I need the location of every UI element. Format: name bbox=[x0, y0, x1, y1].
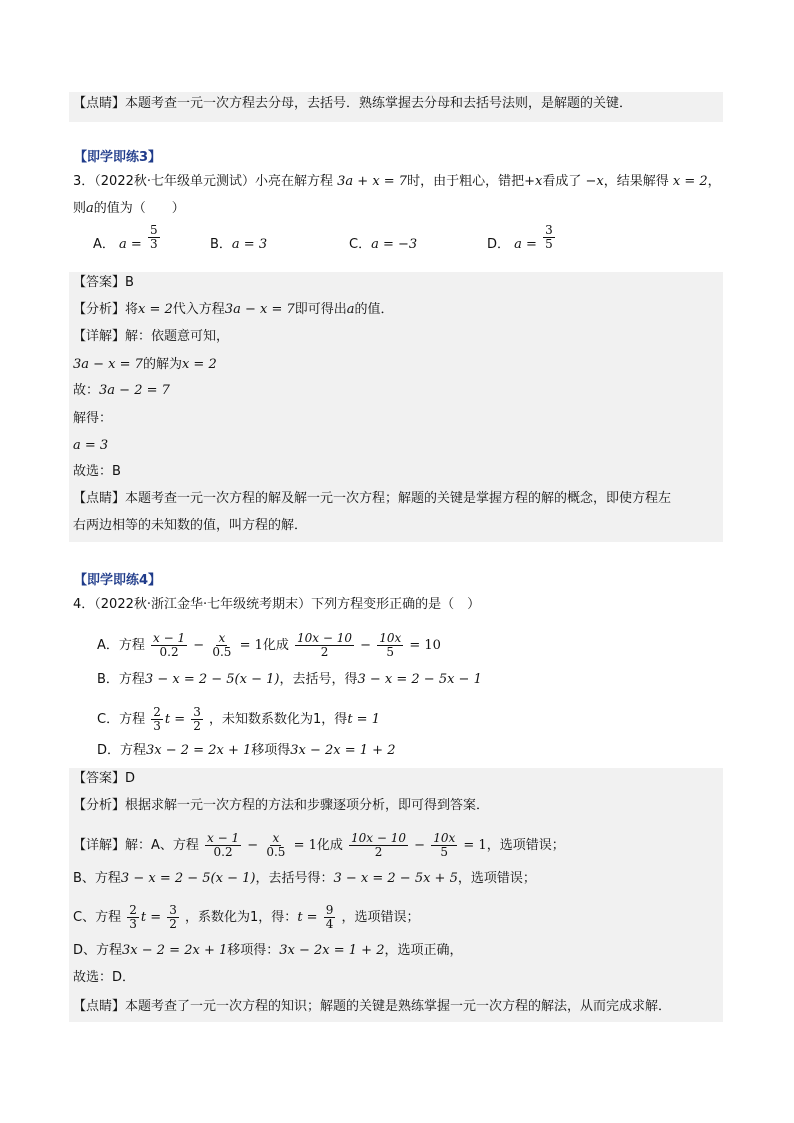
comment-4: 【点睛】本题考查了一元一次方程的知识；解题的关键是熟练掌握一元一次方程的解法，从而完成求解． bbox=[73, 999, 672, 1014]
detail-3-choice: 故选：B bbox=[73, 464, 121, 479]
question-3-line1: 3．（2022秋·七年级单元测试）小亮在解方程 3a + x = 7时，由于粗心，错把+x看成了 −x，结果解得 x = 2， bbox=[73, 174, 721, 189]
detail-3-step1: 3a − x = 7的解为x = 2 bbox=[73, 357, 217, 372]
question-3-line2: 则a的值为（ ） bbox=[73, 201, 185, 216]
detail-3-step2: 故：3a − 2 = 7 bbox=[73, 383, 170, 398]
option-3c[interactable]: C．a = −3 bbox=[349, 237, 418, 252]
option-3b[interactable]: B．a = 3 bbox=[210, 237, 268, 252]
option-3d[interactable]: D． a = $\frac{3}{5}$ bbox=[487, 223, 553, 252]
detail-4-b: B、方程3 − x = 2 − 5(x − 1)，去括号得：3 − x = 2 − 5x + 5，选项错误； bbox=[73, 871, 536, 886]
option-3a[interactable]: A． a = $\frac{5}{3}$ bbox=[93, 223, 158, 252]
answer-3: 【答案】B bbox=[73, 275, 134, 290]
question-4: 4．（2022秋·浙江金华·七年级统考期末）下列方程变形正确的是（ ） bbox=[73, 597, 481, 612]
detail-3-result: a = 3 bbox=[73, 438, 109, 453]
top-comment: 【点睛】本题考查一元一次方程去分母，去括号．熟练掌握去分母和去括号法则，是解题的关键． bbox=[73, 96, 633, 111]
detail-4-c: C、方程 $\frac{2}{3}$ t = $\frac{3}{2}$ ，系数化为1，得：t = $\frac{9}{4}$ ，选项错误； bbox=[73, 903, 420, 931]
detail-3-step3: 解得： bbox=[73, 411, 113, 426]
option-4d[interactable]: D．方程3x − 2 = 2x + 1移项得3x − 2x = 1 + 2 bbox=[97, 743, 396, 758]
analysis-3: 【分析】将x = 2代入方程3a − x = 7即可得出a的值． bbox=[73, 302, 394, 317]
detail-4-d: D、方程3x − 2 = 2x + 1移项得：3x − 2x = 1 + 2，选项正确， bbox=[73, 943, 463, 958]
answer-4: 【答案】D bbox=[73, 771, 136, 786]
detail-4-a: 【详解】解：A、方程 $\frac{x - 1}{0.2}$ − $\frac{x}{0.5}$ = 1化成 $\frac{10x - 10}{2}$ − $\frac{10x}{5}$ = 1，选项错误； bbox=[73, 831, 565, 859]
comment-3-line1: 【点睛】本题考查一元一次方程的解及解一元一次方程；解题的关键是掌握方程的解的概念，即使方程左 bbox=[73, 491, 672, 506]
section-title-3: 【即学即练3】 bbox=[74, 150, 162, 165]
comment-3-line2: 右两边相等的未知数的值，叫方程的解． bbox=[73, 518, 308, 533]
analysis-4: 【分析】根据求解一元一次方程的方法和步骤逐项分析，即可得到答案． bbox=[73, 798, 490, 813]
option-4c[interactable]: C．方程 $\frac{2}{3}$ t = $\frac{3}{2}$ ，未知数系数化为1，得t = 1 bbox=[97, 705, 380, 733]
option-4b[interactable]: B．方程3 − x = 2 − 5(x − 1)，去括号，得3 − x = 2 − 5x − 1 bbox=[97, 672, 482, 687]
detail-4-choice: 故选：D． bbox=[73, 970, 136, 985]
section-title-4: 【即学即练4】 bbox=[74, 573, 162, 588]
option-4a[interactable]: A．方程 $\frac{x - 1}{0.2}$ − $\frac{x}{0.5}$ = 1化成 $\frac{10x - 10}{2}$ − $\frac{10x}{5}$ = 10 bbox=[97, 631, 441, 659]
detail-3-intro: 【详解】解：依题意可知， bbox=[73, 329, 230, 344]
